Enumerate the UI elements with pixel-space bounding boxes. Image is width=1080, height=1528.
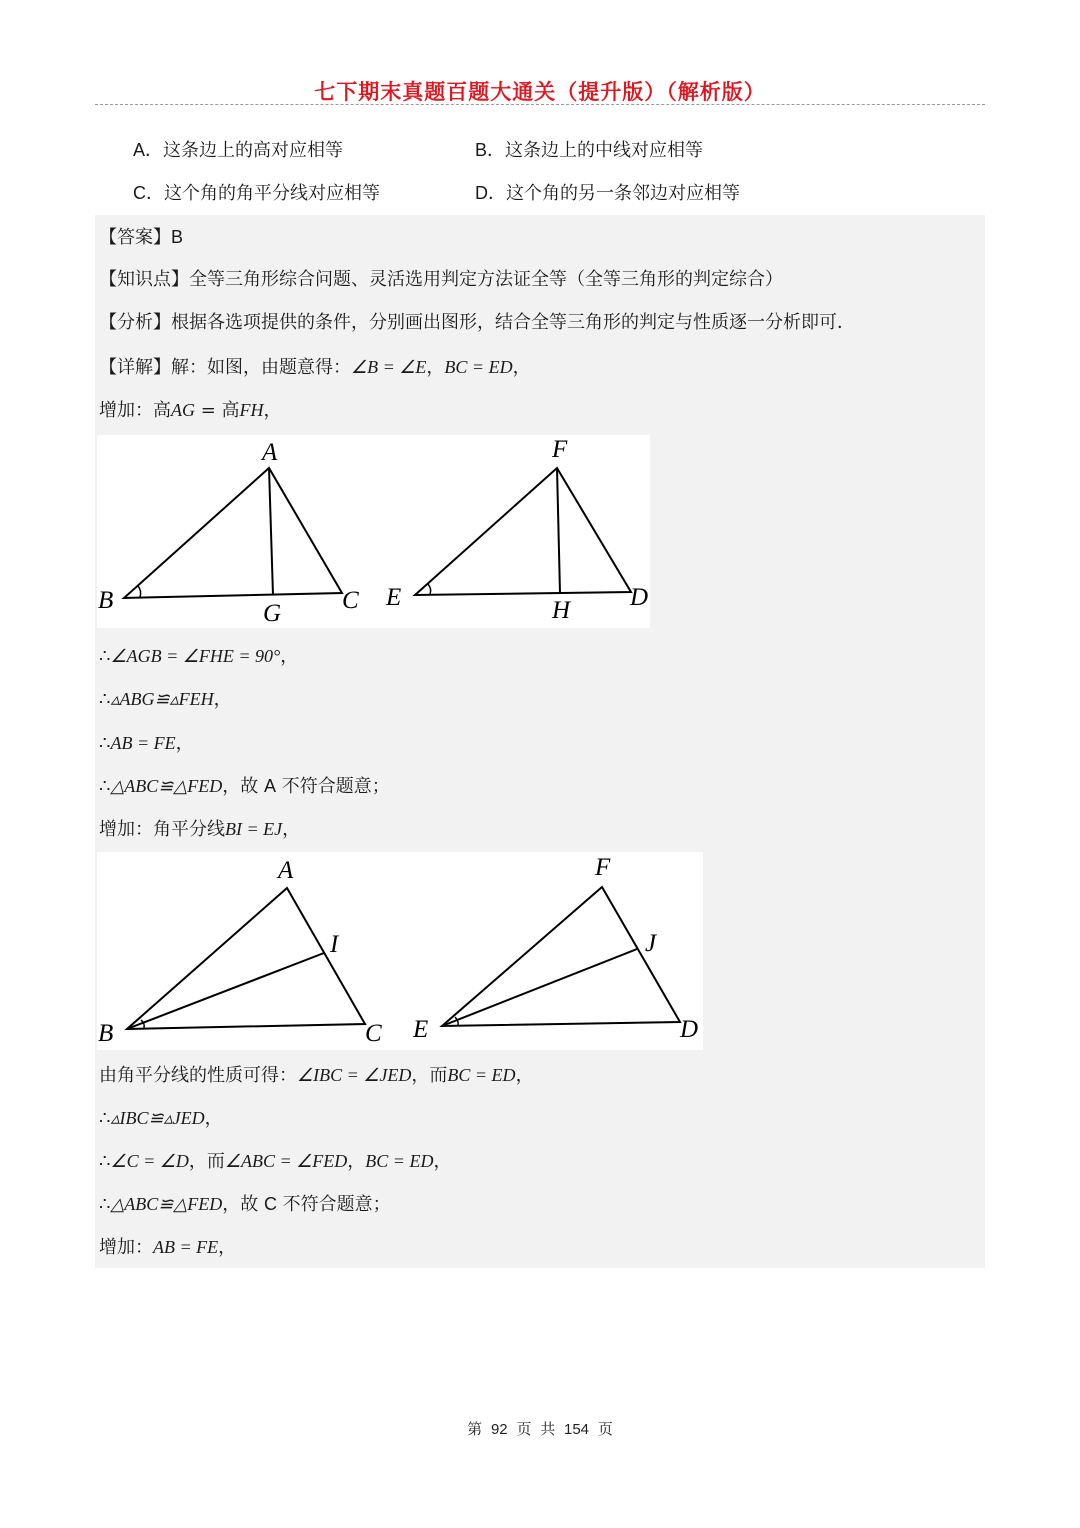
option-b-text: 这条边上的中线对应相等 xyxy=(505,140,704,161)
label-f-2: F xyxy=(595,854,611,881)
step-angles-equal-math-2: ∠ABC = ∠FED xyxy=(224,1151,348,1171)
therefore-symbol: ∴ xyxy=(99,1108,111,1129)
label-c-2: C xyxy=(365,1020,382,1047)
step-angles-equal xyxy=(99,1148,451,1174)
step-add-height-math-2: FH xyxy=(239,400,264,420)
label-b-2: B xyxy=(98,1020,114,1047)
footer-total-pages: 154 xyxy=(564,1421,590,1438)
option-d-letter: D． xyxy=(475,183,506,203)
footer-page-number: 92 xyxy=(490,1421,508,1438)
header-divider xyxy=(95,104,985,105)
step-right-angles-end: ， xyxy=(280,646,299,667)
step-add-height-mid: = 高 xyxy=(195,400,240,421)
step-conclusion-a-end: 不符合题意； xyxy=(275,776,390,797)
knowledge-text: 全等三角形综合问题、灵活选用判定方法证全等（全等三角形的判定综合） xyxy=(189,269,783,290)
option-a xyxy=(133,138,343,162)
step-conclusion-a-letter: A xyxy=(263,776,276,796)
step-conclusion-c-letter: C xyxy=(263,1194,277,1214)
label-d: D xyxy=(630,584,649,611)
option-b-letter: B． xyxy=(475,140,506,160)
step-add-side xyxy=(99,1234,236,1260)
step-bisector-property-end: ， xyxy=(515,1065,534,1086)
therefore-symbol: ∴ xyxy=(99,733,111,754)
detail-line xyxy=(99,354,531,380)
step-angles-equal-math-3: BC = ED xyxy=(365,1151,434,1171)
therefore-symbol: ∴ xyxy=(99,689,111,710)
step-conclusion-c-math: △ABC≌△FED xyxy=(110,1194,223,1214)
step-conclusion-a xyxy=(99,773,390,799)
label-g: G xyxy=(263,600,282,627)
label-e: E xyxy=(386,584,402,611)
step-add-bisector-prefix: 增加：角平分线 xyxy=(99,819,225,840)
step-bisector-property-math-2: BC = ED xyxy=(447,1065,516,1085)
detail-tag: 【详解】 xyxy=(99,357,171,378)
figure-altitudes-svg xyxy=(97,435,650,628)
label-d-2: D xyxy=(680,1016,699,1043)
step-angles-equal-math-1: ∠C = ∠D xyxy=(110,1151,189,1171)
step-ab-equals-fe-math: AB = FE xyxy=(110,733,176,753)
label-i: I xyxy=(330,931,339,958)
analysis-line xyxy=(99,310,855,336)
step-congruent-abg-feh-math: ▵ABG≌▵FEH xyxy=(110,689,214,709)
step-conclusion-c xyxy=(99,1191,391,1217)
label-f: F xyxy=(552,436,568,463)
therefore-symbol: ∴ xyxy=(99,776,111,797)
angle-mark-b xyxy=(138,586,141,597)
page-header-title: 七下期末真题百题大通关（提升版）（解析版） xyxy=(314,80,766,104)
step-conclusion-c-end: 不符合题意； xyxy=(276,1194,391,1215)
analysis-text: 根据各选项提供的条件，分别画出图形，结合全等三角形的判定与性质逐一分析即可． xyxy=(171,312,855,333)
step-right-angles-math: ∠AGB = ∠FHE = 90° xyxy=(110,646,281,666)
option-d xyxy=(475,181,740,205)
footer-prefix: 第 xyxy=(467,1420,483,1438)
figure-altitudes xyxy=(97,435,650,628)
step-angles-equal-end: ， xyxy=(433,1151,452,1172)
triangle-fed xyxy=(415,468,631,595)
step-add-bisector-math: BI = EJ xyxy=(225,819,283,839)
therefore-symbol: ∴ xyxy=(99,646,111,667)
step-add-height-prefix: 增加：高 xyxy=(99,400,171,421)
step-add-bisector-end: ， xyxy=(282,819,301,840)
step-ab-equals-fe xyxy=(99,730,194,756)
detail-sep: ， xyxy=(426,357,445,378)
label-a-2: A xyxy=(278,857,294,884)
label-h: H xyxy=(552,597,571,624)
bisector-ej xyxy=(442,949,637,1026)
answer-value: B xyxy=(171,227,184,247)
step-bisector-property xyxy=(99,1062,534,1088)
angle-mark-e xyxy=(428,584,431,594)
option-c-letter: C． xyxy=(133,183,164,203)
figure-bisectors-svg xyxy=(97,852,703,1050)
step-congruent-ibc-jed-end: ， xyxy=(204,1108,223,1129)
step-add-height-end: ， xyxy=(263,400,282,421)
option-a-text: 这条边上的高对应相等 xyxy=(163,140,344,161)
option-d-text: 这个角的另一条邻边对应相等 xyxy=(506,183,740,204)
detail-math-2: BC = ED xyxy=(444,357,513,377)
label-e-2: E xyxy=(413,1016,429,1043)
step-angles-equal-sep: ， xyxy=(347,1151,366,1172)
label-c: C xyxy=(342,587,359,614)
altitude-fh xyxy=(557,468,560,593)
step-bisector-property-prefix: 由角平分线的性质可得： xyxy=(99,1065,297,1086)
option-c xyxy=(133,181,380,205)
answer-tag: 【答案】 xyxy=(99,227,171,248)
step-right-angles xyxy=(99,643,298,669)
therefore-symbol: ∴ xyxy=(99,1151,111,1172)
step-conclusion-c-mid: ，故 xyxy=(222,1194,264,1215)
option-b xyxy=(475,138,703,162)
bisector-bi xyxy=(127,953,324,1029)
step-conclusion-a-mid: ，故 xyxy=(222,776,264,797)
step-congruent-abg-feh-end: ， xyxy=(213,689,232,710)
altitude-ag xyxy=(269,468,273,595)
label-b: B xyxy=(98,587,114,614)
analysis-tag: 【分析】 xyxy=(99,312,171,333)
footer-middle: 页 共 xyxy=(516,1420,556,1438)
triangle-abc xyxy=(124,468,342,598)
step-add-height xyxy=(99,397,282,423)
step-add-bisector xyxy=(99,816,300,842)
step-add-height-math-1: AG xyxy=(171,400,195,420)
step-ab-equals-fe-end: ， xyxy=(175,733,194,754)
triangle-abc-2 xyxy=(127,888,365,1029)
step-congruent-ibc-jed-math: ▵IBC≌▵JED xyxy=(110,1108,205,1128)
step-congruent-ibc-jed xyxy=(99,1105,223,1131)
step-bisector-property-math-1: ∠IBC = ∠JED xyxy=(297,1065,412,1085)
step-add-side-prefix: 增加： xyxy=(99,1237,153,1258)
step-bisector-property-mid: ，而 xyxy=(411,1065,448,1086)
answer-line xyxy=(99,224,183,250)
knowledge-line xyxy=(99,267,783,293)
therefore-symbol: ∴ xyxy=(99,1194,111,1215)
detail-intro: 解：如图，由题意得： xyxy=(171,357,351,378)
step-congruent-abg-feh xyxy=(99,686,232,712)
step-angles-equal-mid: ，而 xyxy=(188,1151,225,1172)
step-add-side-math: AB = FE xyxy=(153,1237,219,1257)
footer-suffix: 页 xyxy=(597,1420,613,1438)
detail-end: ， xyxy=(512,357,531,378)
knowledge-tag: 【知识点】 xyxy=(99,269,189,290)
step-add-side-end: ， xyxy=(218,1237,237,1258)
detail-math-1: ∠B = ∠E xyxy=(351,357,427,377)
figure-bisectors xyxy=(97,852,703,1050)
step-conclusion-a-math: △ABC≌△FED xyxy=(110,776,223,796)
label-a: A xyxy=(262,439,278,466)
page-footer xyxy=(0,1418,1080,1439)
option-c-text: 这个角的角平分线对应相等 xyxy=(164,183,380,204)
label-j: J xyxy=(645,930,657,957)
option-a-letter: A． xyxy=(133,140,164,160)
